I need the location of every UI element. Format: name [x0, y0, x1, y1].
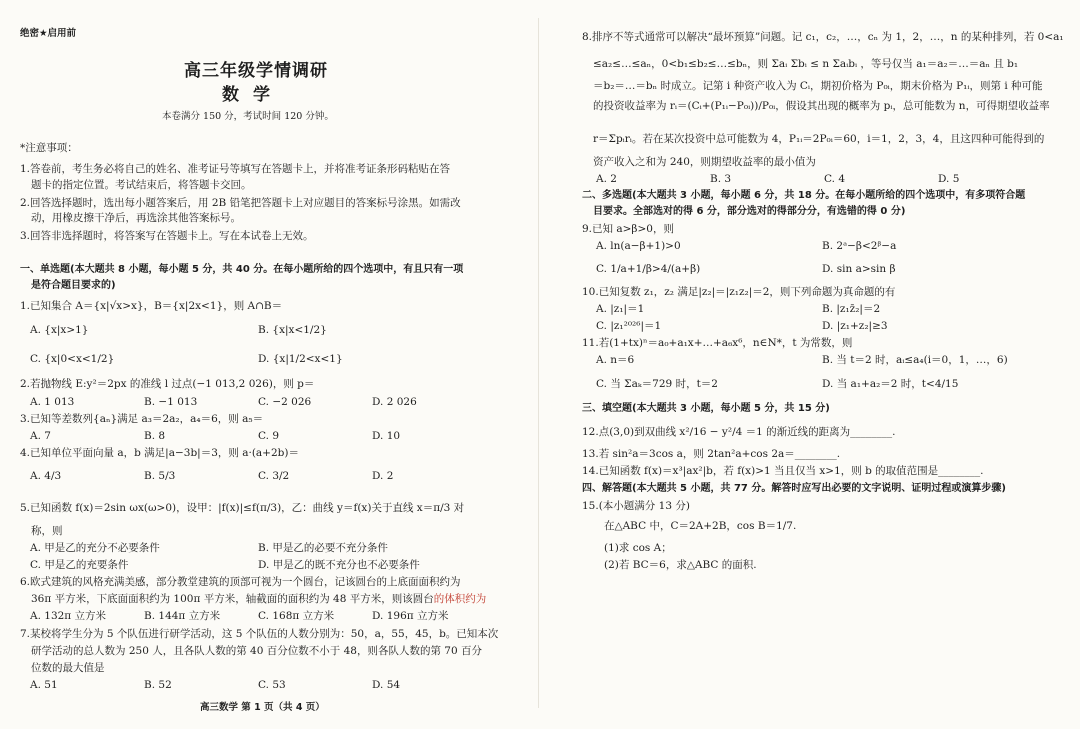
question-stem: 2.若抛物线 E:y²＝2px 的准线 l 过点(−1 013,2 026)，则 p＝	[20, 378, 315, 390]
question-stem: 10.已知复数 z₁，z₂ 满足|z₂|＝|z₁z₂|＝2，则下列命题为真命题的有	[582, 286, 896, 298]
question-stem-cont: 研学活动的总人数为 250 人，且各队人数的第 40 百分位数不小于 48，则各队人数的第 70 百分	[31, 645, 482, 657]
section-heading: 三、填空题(本大题共 3 小题，每小题 5 分，共 15 分)	[582, 403, 830, 414]
option: B. |z₁z̄₂|＝2	[822, 303, 881, 315]
question-stem-cont: ＝b₂＝…＝bₙ 时成立。记第 i 种资产收入为 Cᵢ，期初价格为 P₀ᵢ，期末价格为 P₁ᵢ，则第 i 种可能	[593, 80, 1043, 92]
fill-question: 12.点(3,0)到双曲线 x²/16 − y²/4 ＝1 的渐近线的距离为________.	[582, 426, 896, 438]
fill-question: 13.若 sin²a＝3cos a，则 2tan²a+cos 2a＝________.	[582, 448, 841, 460]
secret-label: 绝密★启用前	[20, 28, 77, 39]
option: A. ln(a−β+1)>0	[596, 240, 681, 252]
option: A. 4/3	[30, 470, 62, 482]
option: D. 54	[372, 679, 401, 691]
option: C. 3/2	[258, 470, 290, 482]
section-heading: 一、单选题(本大题共 8 小题，每小题 5 分，共 40 分。在每小题所给的四个选项中，有且只有一项	[20, 264, 464, 275]
question-stem-cont: 称，则	[31, 525, 63, 537]
section-heading: 二、多选题(本大题共 3 小题，每小题 6 分，共 18 分。在每小题所给的四个选项中，有多项符合题	[582, 190, 1026, 201]
question-stem: 9.已知 a>β>0，则	[582, 223, 674, 235]
question-stem: 4.已知单位平面向量 a，b 满足|a−3b|＝3，则 a·(a+2b)＝	[20, 447, 299, 459]
question-stem: 8.排序不等式通常可以解决“最坏预算”问题。记 c₁，c₂，…，cₙ 为 1，2，…，n 的某种排列，若 0<a₁	[582, 31, 1064, 43]
option: B. 当 t＝2 时，aᵢ≤a₄(i＝0，1，…，6)	[822, 354, 1008, 366]
option: C. 甲是乙的充要条件	[30, 559, 129, 571]
option: C. −2 026	[258, 396, 312, 408]
note-line: 3.回答非选择题时，将答案写在答题卡上。写在本试卷上无效。	[20, 230, 314, 242]
note-line: 2.回答选择题时，选出每小题答案后，用 2B 铅笔把答题卡上对应题目的答案标号涂黑。如需改	[20, 197, 461, 209]
red-annotation: 的体积约为	[433, 593, 487, 605]
question-stem: 6.欧式建筑的风格充满美感，部分教堂建筑的顶部可视为一个圆台，记该圆台的上底面面积约为	[20, 576, 461, 588]
question-stem: 5.已知函数 f(x)＝2sin ωx(ω>0)，设甲：|f(x)|≤f(π/3)，乙：曲线 y＝f(x)关于直线 x＝π/3 对	[20, 502, 465, 514]
option: A. |z₁|＝1	[596, 303, 645, 315]
option: C. 4	[824, 173, 846, 185]
note-line: 题卡的指定位置。考试结束后，将答题卡交回。	[31, 179, 252, 191]
option: D. 甲是乙的既不充分也不必要条件	[258, 559, 420, 571]
page-footer: 高三数学 第 1 页（共 4 页）	[200, 702, 325, 713]
question-stem-cont: 36π 平方米，下底面面积约为 100π 平方米，轴截面的面积约为 48 平方米，则该圆台的体积约为	[31, 593, 487, 605]
option: C. |z₁²⁰²⁶|＝1	[596, 320, 662, 332]
option: A. 2	[596, 173, 617, 185]
question-title: 15.(本小题满分 13 分)	[582, 500, 690, 512]
option: A. 51	[30, 679, 58, 691]
option: B. 8	[144, 430, 166, 442]
sub-question: (2)若 BC＝6，求△ABC 的面积.	[604, 559, 757, 571]
option: A. 甲是乙的充分不必要条件	[30, 542, 160, 554]
option: B. 2ᵃ−β<2ᵝ−a	[822, 240, 897, 252]
subject-title: 数学	[222, 85, 284, 105]
option: D. 当 a₁+a₂＝2 时，t<4/15	[822, 378, 959, 390]
option: D. 196π 立方米	[372, 610, 449, 622]
sub-question: (1)求 cos A；	[604, 542, 672, 554]
question-stem: 1.已知集合 A＝{x|√x>x}，B＝{x|2x<1}，则 A∩B＝	[20, 300, 283, 312]
option: D. {x|1/2<x<1}	[258, 353, 343, 365]
option: C. 53	[258, 679, 286, 691]
question-stem-cont: ≤a₂≤…≤aₙ，0<b₁≤b₂≤…≤bₙ，则 Σaᵢ Σbᵢ ≤ n Σaᵢbᵢ ，等号仅当 a₁＝a₂＝…＝aₙ 且 b₁	[593, 58, 1019, 70]
note-line: 1.答卷前，考生务必将自己的姓名、准考证号等填写在答题卡上，并将准考证条形码粘贴在答	[20, 163, 451, 175]
section-heading: 目要求。全部选对的得 6 分，部分选对的得部分分，有选错的得 0 分)	[593, 206, 906, 217]
option: D. 2 026	[372, 396, 417, 408]
column-divider	[538, 18, 539, 708]
option: A. 132π 立方米	[30, 610, 107, 622]
question-stem-cont: r＝Σpᵢrᵢ。若在某次投资中总可能数为 4，P₁ᵢ＝2P₀ᵢ＝60，i＝1，2，3，4，且这四种可能得到的	[593, 133, 1045, 145]
option: B. 3	[710, 173, 732, 185]
option: D. sin a>sin β	[822, 263, 896, 275]
question-stem: 7.某校将学生分为 5 个队伍进行研学活动，这 5 个队伍的人数分别为：50，a，55，45，b。已知本次	[20, 628, 499, 640]
option: D. 10	[372, 430, 401, 442]
option: B. {x|x<1/2}	[258, 324, 327, 336]
option: B. 52	[144, 679, 172, 691]
option: B. −1 013	[144, 396, 198, 408]
question-stem-cont: 资产收入之和为 240，则期望收益率的最小值为	[593, 156, 816, 168]
option: D. 5	[938, 173, 960, 185]
option: C. 9	[258, 430, 280, 442]
option: B. 5/3	[144, 470, 176, 482]
option: B. 甲是乙的必要不充分条件	[258, 542, 388, 554]
question-stem: 11.若(1+tx)ⁿ＝a₀+a₁x+…+a₆x⁶，n∈N*，t 为常数，则	[582, 337, 853, 349]
exam-title: 高三年级学情调研	[184, 61, 328, 81]
question-stem-cont: 的投资收益率为 rᵢ＝(Cᵢ+(P₁ᵢ−P₀ᵢ))/P₀ᵢ，假设其出现的概率为 pᵢ，总可能数为 n，可得期望收益率	[593, 100, 1050, 112]
section-heading: 是符合题目要求的)	[31, 280, 116, 291]
option: A. 7	[30, 430, 51, 442]
note-line: 动，用橡皮擦干净后，再选涂其他答案标号。	[31, 212, 241, 224]
option: C. {x|0<x<1/2}	[30, 353, 115, 365]
option: C. 168π 立方米	[258, 610, 335, 622]
notes-title: *注意事项：	[20, 142, 78, 154]
option: B. 144π 立方米	[144, 610, 221, 622]
option: A. {x|x>1}	[30, 324, 89, 336]
section-heading: 四、解答题(本大题共 5 小题，共 77 分。解答时应写出必要的文字说明、证明过程或演算步骤)	[582, 483, 1006, 494]
option: C. 1/a+1/β>4/(a+β)	[596, 263, 701, 275]
question-stem-cont: 位数的最大值是	[31, 662, 105, 674]
option: A. n＝6	[596, 354, 635, 366]
option: C. 当 Σaₖ＝729 时，t＝2	[596, 378, 718, 390]
option: D. 2	[372, 470, 394, 482]
question-stem: 在△ABC 中，C＝2A+2B，cos B＝1/7.	[604, 520, 797, 532]
exam-info: 本卷满分 150 分，考试时间 120 分钟。	[162, 111, 334, 122]
question-stem: 3.已知等差数列{aₙ}满足 a₃＝2a₂，a₄＝6，则 a₅＝	[20, 413, 264, 425]
fill-question: 14.已知函数 f(x)＝x³|ax²|b，若 f(x)>1 当且仅当 x>1，则 b 的取值范围是________.	[582, 465, 984, 477]
option: D. |z₁+z₂|≥3	[822, 320, 888, 332]
option: A. 1 013	[30, 396, 75, 408]
